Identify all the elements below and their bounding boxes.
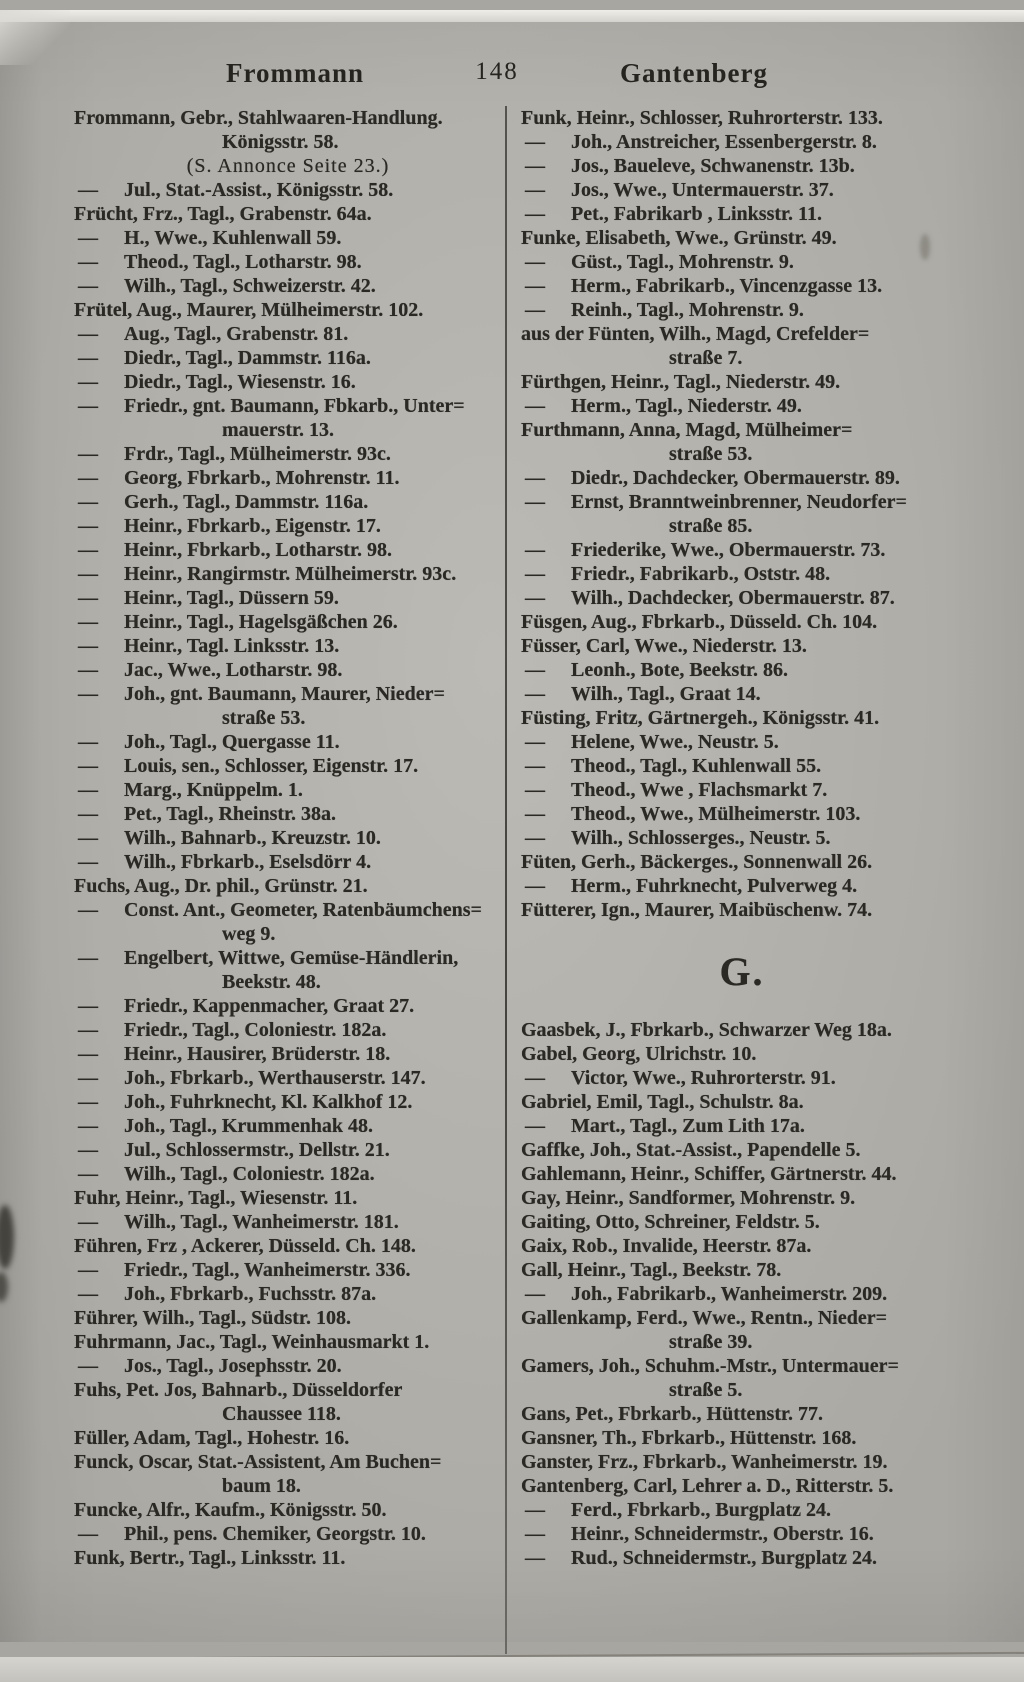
entry-text: Pet., Fabrikarb , Linksstr. 11.: [571, 203, 822, 225]
directory-page: [0, 10, 1024, 1642]
header-keyword-left: Frommann: [225, 58, 365, 88]
entry-text: Heinr., Tagl. Linksstr. 13.: [124, 635, 340, 657]
repeat-surname-dash: —: [78, 1259, 98, 1281]
directory-entry-line: [521, 658, 963, 682]
directory-entry-line: [521, 586, 963, 610]
directory-entry-line: Fuhr, Heinr., Tagl., Wiesenstr. 11.: [74, 1187, 358, 1209]
entry-text: Joh., Fuhrknecht, Kl. Kalkhof 12.: [124, 1091, 413, 1113]
directory-entry-line: Beekstr. 48.: [222, 971, 321, 993]
directory-entry-line: weg 9.: [222, 923, 276, 945]
entry-text: Friedr., Tagl., Coloniestr. 182a.: [124, 1019, 387, 1041]
ink-smudge: [0, 1205, 14, 1269]
directory-entry-line: Funck, Oscar, Stat.-Assistent, Am Buchen=: [74, 1451, 442, 1473]
directory-entry-line: [74, 562, 502, 586]
entry-text: Theod., Wwe., Mülheimerstr. 103.: [571, 803, 861, 825]
repeat-surname-dash: —: [78, 1163, 98, 1185]
repeat-surname-dash: —: [78, 1019, 98, 1041]
repeat-surname-dash: —: [525, 131, 545, 153]
directory-entry-line: [74, 802, 502, 826]
entry-text: Wilh., Tagl., Graat 14.: [571, 683, 761, 705]
directory-entry-line: [521, 394, 963, 418]
directory-entry-line: Gaasbek, J., Fbrkarb., Schwarzer Weg 18a.: [521, 1019, 892, 1041]
directory-entry-line: Gahlemann, Heinr., Schiffer, Gärtnerstr. 44.: [521, 1163, 897, 1185]
repeat-surname-dash: —: [78, 395, 98, 417]
entry-text: Joh., Anstreicher, Essenbergerstr. 8.: [571, 131, 877, 153]
directory-entry-line: Gaffke, Joh., Stat.-Assist., Papendelle 5.: [521, 1139, 861, 1161]
directory-entry-line: [74, 442, 502, 466]
repeat-surname-dash: —: [525, 395, 545, 417]
directory-entry-line: [74, 274, 502, 298]
directory-entry-line: [521, 178, 963, 202]
entry-text: Theod., Wwe , Flachsmarkt 7.: [571, 779, 828, 801]
directory-entry-line: Funke, Elisabeth, Wwe., Grünstr. 49.: [521, 227, 837, 249]
entry-text: Pet., Tagl., Rheinstr. 38a.: [124, 803, 337, 825]
directory-entry-line: [74, 1162, 502, 1186]
directory-entry-line: [521, 1066, 963, 1090]
directory-entry-line: [74, 250, 502, 274]
directory-entry-line: [74, 178, 502, 202]
entry-text: Diedr., Tagl., Wiesenstr. 16.: [124, 371, 356, 393]
directory-entry-line: Fuhs, Pet. Jos, Bahnarb., Düsseldorfer: [74, 1379, 403, 1401]
directory-entry-line: [521, 130, 963, 154]
directory-column-right: [521, 106, 963, 1570]
directory-entry-line: [74, 946, 502, 970]
entry-text: Diedr., Dachdecker, Obermauerstr. 89.: [571, 467, 900, 489]
repeat-surname-dash: —: [525, 1523, 545, 1545]
entry-text: Ferd., Fbrkarb., Burgplatz 24.: [571, 1499, 831, 1521]
repeat-surname-dash: —: [78, 827, 98, 849]
directory-entry-line: Füller, Adam, Tagl., Hohestr. 16.: [74, 1427, 350, 1449]
repeat-surname-dash: —: [525, 275, 545, 297]
repeat-surname-dash: —: [525, 779, 545, 801]
repeat-surname-dash: —: [525, 179, 545, 201]
repeat-surname-dash: —: [78, 731, 98, 753]
repeat-surname-dash: —: [78, 371, 98, 393]
directory-entry-line: [74, 1258, 502, 1282]
repeat-surname-dash: —: [78, 803, 98, 825]
repeat-surname-dash: —: [78, 251, 98, 273]
directory-entry-line: [74, 754, 502, 778]
entry-text: Joh., Fbrkarb., Werthauserstr. 147.: [124, 1067, 426, 1089]
repeat-surname-dash: —: [525, 1115, 545, 1137]
entry-text: Heinr., Schneidermstr., Oberstr. 16.: [571, 1523, 874, 1545]
entry-text: Engelbert, Wittwe, Gemüse-Händlerin,: [124, 947, 459, 969]
directory-entry-line: Furthmann, Anna, Magd, Mülheimer=: [521, 419, 853, 441]
directory-column-left: [74, 106, 502, 1570]
directory-entry-line: Füsgen, Aug., Fbrkarb., Düsseld. Ch. 104.: [521, 611, 878, 633]
repeat-surname-dash: —: [78, 779, 98, 801]
directory-entry-line: [74, 994, 502, 1018]
directory-entry-line: [74, 1138, 502, 1162]
directory-entry-line: Funcke, Alfr., Kaufm., Königsstr. 50.: [74, 1499, 387, 1521]
entry-text: Reinh., Tagl., Mohrenstr. 9.: [571, 299, 804, 321]
next-page-edge: [0, 1657, 1024, 1682]
entry-text: Friedr., Kappenmacher, Graat 27.: [124, 995, 415, 1017]
repeat-surname-dash: —: [78, 635, 98, 657]
entry-text: Const. Ant., Geometer, Ratenbäumchens=: [124, 899, 482, 921]
directory-entry-line: [74, 826, 502, 850]
repeat-surname-dash: —: [525, 203, 545, 225]
repeat-surname-dash: —: [525, 731, 545, 753]
directory-entry-line: Gabel, Georg, Ulrichstr. 10.: [521, 1043, 757, 1065]
directory-entry-line: Funk, Bertr., Tagl., Linksstr. 11.: [74, 1547, 346, 1569]
directory-entry-line: [74, 610, 502, 634]
repeat-surname-dash: —: [78, 587, 98, 609]
entry-text: Heinr., Tagl., Hagelsgäßchen 26.: [124, 611, 398, 633]
entry-text: Herm., Tagl., Niederstr. 49.: [571, 395, 802, 417]
entry-text: Wilh., Tagl., Wanheimerstr. 181.: [124, 1211, 399, 1233]
entry-text: Leonh., Bote, Beekstr. 86.: [571, 659, 789, 681]
repeat-surname-dash: —: [78, 1355, 98, 1377]
directory-entry-line: Funk, Heinr., Schlosser, Ruhrorterstr. 133.: [521, 107, 883, 129]
column-divider-rule: [505, 106, 507, 1654]
entry-text: Mart., Tagl., Zum Lith 17a.: [571, 1115, 805, 1137]
entry-text: Güst., Tagl., Mohrenstr. 9.: [571, 251, 794, 273]
entry-text: Heinr., Tagl., Düssern 59.: [124, 587, 339, 609]
repeat-surname-dash: —: [78, 1283, 98, 1305]
repeat-surname-dash: —: [525, 1547, 545, 1569]
directory-entry-line: [521, 154, 963, 178]
entry-text: Aug., Tagl., Grabenstr. 81.: [124, 323, 349, 345]
directory-entry-line: [74, 466, 502, 490]
directory-entry-line: straße 39.: [669, 1331, 753, 1353]
entry-text: Wilh., Fbrkarb., Eselsdörr 4.: [124, 851, 372, 873]
entry-text: Wilh., Bahnarb., Kreuzstr. 10.: [124, 827, 381, 849]
entry-text: Friederike, Wwe., Obermauerstr. 73.: [571, 539, 886, 561]
directory-entry-line: Ganster, Frz., Fbrkarb., Wanheimerstr. 19.: [521, 1451, 888, 1473]
directory-entry-line: [521, 1282, 963, 1306]
directory-entry-line: straße 53.: [669, 443, 753, 465]
directory-entry-line: straße 53.: [222, 707, 306, 729]
entry-text: Jac., Wwe., Lotharstr. 98.: [124, 659, 343, 681]
repeat-surname-dash: —: [525, 827, 545, 849]
directory-entry-line: [521, 202, 963, 226]
directory-entry-line: [521, 754, 963, 778]
directory-entry-line: [74, 1114, 502, 1138]
directory-entry-line: [74, 634, 502, 658]
directory-entry-line: [521, 874, 963, 898]
directory-entry-line: straße 5.: [669, 1379, 743, 1401]
directory-entry-line: [521, 538, 963, 562]
directory-entry-line: [74, 226, 502, 250]
repeat-surname-dash: —: [525, 875, 545, 897]
directory-entry-line: [74, 538, 502, 562]
repeat-surname-dash: —: [525, 491, 545, 513]
repeat-surname-dash: —: [78, 659, 98, 681]
entry-text: Jos., Tagl., Josephsstr. 20.: [124, 1355, 342, 1377]
repeat-surname-dash: —: [78, 323, 98, 345]
directory-entry-line: [74, 586, 502, 610]
entry-text: Heinr., Hausirer, Brüderstr. 18.: [124, 1043, 391, 1065]
directory-entry-line: [74, 778, 502, 802]
directory-entry-line: [74, 730, 502, 754]
directory-entry-line: Gabriel, Emil, Tagl., Schulstr. 8a.: [521, 1091, 804, 1113]
directory-entry-line: baum 18.: [222, 1475, 301, 1497]
directory-entry-line: [74, 1282, 502, 1306]
repeat-surname-dash: —: [78, 899, 98, 921]
repeat-surname-dash: —: [78, 275, 98, 297]
ink-smudge: [0, 1272, 8, 1302]
directory-entry-line: Fürthgen, Heinr., Tagl., Niederstr. 49.: [521, 371, 841, 393]
entry-text: Heinr., Rangirmstr. Mülheimerstr. 93c.: [124, 563, 457, 585]
entry-text: Heinr., Fbrkarb., Eigenstr. 17.: [124, 515, 381, 537]
entry-text: Wilh., Dachdecker, Obermauerstr. 87.: [571, 587, 895, 609]
section-heading: G.: [719, 949, 765, 994]
directory-entry-line: [521, 826, 963, 850]
entry-text: Jul., Schlossermstr., Dellstr. 21.: [124, 1139, 390, 1161]
entry-text: Theod., Tagl., Kuhlenwall 55.: [571, 755, 822, 777]
directory-entry-line: [74, 346, 502, 370]
repeat-surname-dash: —: [525, 1067, 545, 1089]
repeat-surname-dash: —: [525, 155, 545, 177]
directory-entry-line: [521, 250, 963, 274]
entry-text: Gerh., Tagl., Dammstr. 116a.: [124, 491, 369, 513]
directory-entry-line: [521, 274, 963, 298]
entry-text: Jos., Wwe., Untermauerstr. 37.: [571, 179, 834, 201]
directory-entry-line: Führer, Wilh., Tagl., Südstr. 108.: [74, 1307, 351, 1329]
directory-entry-line: [74, 1018, 502, 1042]
directory-entry-line: [521, 802, 963, 826]
corner-shade: [0, 10, 70, 65]
entry-text: Ernst, Branntweinbrenner, Neudorfer=: [571, 491, 907, 513]
entry-text: Wilh., Tagl., Coloniestr. 182a.: [124, 1163, 375, 1185]
directory-entry-line: [74, 514, 502, 538]
directory-entry-line: [74, 850, 502, 874]
directory-entry-line: [74, 1042, 502, 1066]
entry-text: Theod., Tagl., Lotharstr. 98.: [124, 251, 362, 273]
directory-entry-line: Gallenkamp, Ferd., Wwe., Rentn., Nieder=: [521, 1307, 888, 1329]
repeat-surname-dash: —: [78, 683, 98, 705]
repeat-surname-dash: —: [78, 995, 98, 1017]
repeat-surname-dash: —: [78, 563, 98, 585]
directory-entry-line: Frücht, Frz., Tagl., Grabenstr. 64a.: [74, 203, 372, 225]
entry-text: Friedr., Fabrikarb., Oststr. 48.: [571, 563, 831, 585]
directory-entry-line: [74, 1066, 502, 1090]
repeat-surname-dash: —: [525, 1499, 545, 1521]
paper-speckle: [920, 234, 930, 260]
repeat-surname-dash: —: [78, 347, 98, 369]
directory-entry-line: Fuhrmann, Jac., Tagl., Weinhausmarkt 1.: [74, 1331, 430, 1353]
directory-entry-line: [74, 1354, 502, 1378]
directory-entry-line: Führen, Frz , Ackerer, Düsseld. Ch. 148.: [74, 1235, 416, 1257]
directory-entry-line: Füsser, Carl, Wwe., Niederstr. 13.: [521, 635, 807, 657]
repeat-surname-dash: —: [78, 851, 98, 873]
repeat-surname-dash: —: [78, 539, 98, 561]
directory-entry-line: straße 85.: [669, 515, 753, 537]
repeat-surname-dash: —: [78, 1067, 98, 1089]
repeat-surname-dash: —: [525, 563, 545, 585]
repeat-surname-dash: —: [78, 611, 98, 633]
entry-text: Diedr., Tagl., Dammstr. 116a.: [124, 347, 371, 369]
header-keyword-right: Gantenberg: [620, 58, 768, 88]
entry-text: Helene, Wwe., Neustr. 5.: [571, 731, 779, 753]
directory-entry-line: straße 7.: [669, 347, 743, 369]
repeat-surname-dash: —: [78, 1043, 98, 1065]
repeat-surname-dash: —: [78, 1139, 98, 1161]
repeat-surname-dash: —: [525, 299, 545, 321]
directory-entry-line: [521, 298, 963, 322]
entry-text: Wilh., Schlosserges., Neustr. 5.: [571, 827, 831, 849]
directory-entry-line: [74, 658, 502, 682]
entry-text: Herm., Fabrikarb., Vincenzgasse 13.: [571, 275, 883, 297]
directory-entry-line: [521, 1114, 963, 1138]
directory-entry-line: Gansner, Th., Fbrkarb., Hüttenstr. 168.: [521, 1427, 857, 1449]
repeat-surname-dash: —: [78, 1211, 98, 1233]
directory-entry-line: [74, 322, 502, 346]
entry-text: Joh., Tagl., Krummenhak 48.: [124, 1115, 373, 1137]
repeat-surname-dash: —: [78, 491, 98, 513]
repeat-surname-dash: —: [78, 443, 98, 465]
repeat-surname-dash: —: [78, 515, 98, 537]
directory-entry-line: Gantenberg, Carl, Lehrer a. D., Ritterstr. 5.: [521, 1475, 894, 1497]
repeat-surname-dash: —: [78, 1115, 98, 1137]
entry-text: Victor, Wwe., Ruhrorterstr. 91.: [571, 1067, 836, 1089]
directory-entry-line: [521, 1498, 963, 1522]
repeat-surname-dash: —: [78, 467, 98, 489]
repeat-surname-dash: —: [525, 539, 545, 561]
repeat-surname-dash: —: [78, 1523, 98, 1545]
directory-entry-line: [74, 490, 502, 514]
directory-entry-line: aus der Fünten, Wilh., Magd, Crefelder=: [521, 323, 870, 345]
torn-paper-edge: [0, 10, 1024, 22]
directory-entry-line: [521, 730, 963, 754]
repeat-surname-dash: —: [525, 803, 545, 825]
entry-text: H., Wwe., Kuhlenwall 59.: [124, 227, 342, 249]
directory-entry-line: Gamers, Joh., Schuhm.-Mstr., Untermauer=: [521, 1355, 899, 1377]
directory-entry-line: Frommann, Gebr., Stahlwaaren-Handlung.: [74, 107, 443, 129]
page-number: 148: [475, 58, 519, 85]
directory-entry-line: [521, 682, 963, 706]
directory-entry-line: [74, 898, 502, 922]
repeat-surname-dash: —: [525, 659, 545, 681]
directory-entry-line: [74, 1210, 502, 1234]
directory-entry-line: [521, 466, 963, 490]
entry-text: Friedr., Tagl., Wanheimerstr. 336.: [124, 1259, 411, 1281]
repeat-surname-dash: —: [78, 1091, 98, 1113]
directory-entry-line: Gaiting, Otto, Schreiner, Feldstr. 5.: [521, 1211, 820, 1233]
directory-entry-line: (S. Annonce Seite 23.): [186, 155, 390, 177]
entry-text: Heinr., Fbrkarb., Lotharstr. 98.: [124, 539, 392, 561]
repeat-surname-dash: —: [525, 467, 545, 489]
entry-text: Louis, sen., Schlosser, Eigenstr. 17.: [124, 755, 419, 777]
repeat-surname-dash: —: [525, 587, 545, 609]
entry-text: Joh., Tagl., Quergasse 11.: [124, 731, 340, 753]
directory-entry-line: [521, 1522, 963, 1546]
directory-entry-line: mauerstr. 13.: [222, 419, 335, 441]
directory-entry-line: [521, 1546, 963, 1570]
entry-text: Rud., Schneidermstr., Burgplatz 24.: [571, 1547, 877, 1569]
repeat-surname-dash: —: [525, 683, 545, 705]
directory-entry-line: Gall, Heinr., Tagl., Beekstr. 78.: [521, 1259, 782, 1281]
page-header: [0, 58, 1024, 98]
directory-entry-line: [521, 778, 963, 802]
directory-entry-line: Gans, Pet., Fbrkarb., Hüttenstr. 77.: [521, 1403, 824, 1425]
entry-text: Georg, Fbrkarb., Mohrenstr. 11.: [124, 467, 400, 489]
entry-text: Frdr., Tagl., Mülheimerstr. 93c.: [124, 443, 391, 465]
directory-entry-line: Füsting, Fritz, Gärtnergeh., Königsstr. 41.: [521, 707, 880, 729]
directory-entry-line: Fütterer, Ign., Maurer, Maibüschenw. 74.: [521, 899, 873, 921]
repeat-surname-dash: —: [525, 251, 545, 273]
repeat-surname-dash: —: [78, 947, 98, 969]
directory-entry-line: [521, 562, 963, 586]
directory-entry-line: [521, 490, 963, 514]
entry-text: Jos., Baueleve, Schwanenstr. 13b.: [571, 155, 855, 177]
entry-text: Joh., Fbrkarb., Fuchsstr. 87a.: [124, 1283, 377, 1305]
directory-entry-line: [74, 1090, 502, 1114]
entry-text: Wilh., Tagl., Schweizerstr. 42.: [124, 275, 376, 297]
entry-text: Herm., Fuhrknecht, Pulverweg 4.: [571, 875, 858, 897]
directory-entry-line: Chaussee 118.: [222, 1403, 341, 1425]
directory-entry-line: Gay, Heinr., Sandformer, Mohrenstr. 9.: [521, 1187, 856, 1209]
entry-text: Joh., gnt. Baumann, Maurer, Nieder=: [124, 683, 445, 705]
repeat-surname-dash: —: [78, 179, 98, 201]
directory-entry-line: Fuchs, Aug., Dr. phil., Grünstr. 21.: [74, 875, 368, 897]
directory-entry-line: Königsstr. 58.: [222, 131, 339, 153]
directory-entry-line: Füten, Gerh., Bäckerges., Sonnenwall 26.: [521, 851, 873, 873]
repeat-surname-dash: —: [78, 755, 98, 777]
directory-entry-line: [74, 370, 502, 394]
repeat-surname-dash: —: [525, 755, 545, 777]
entry-text: Phil., pens. Chemiker, Georgstr. 10.: [124, 1523, 426, 1545]
entry-text: Marg., Knüppelm. 1.: [124, 779, 303, 801]
directory-entry-line: [74, 394, 502, 418]
directory-entry-line: [74, 1522, 502, 1546]
repeat-surname-dash: —: [78, 227, 98, 249]
entry-text: Friedr., gnt. Baumann, Fbkarb., Unter=: [124, 395, 465, 417]
repeat-surname-dash: —: [525, 1283, 545, 1305]
directory-entry-line: [74, 682, 502, 706]
directory-entry-line: Gaix, Rob., Invalide, Heerstr. 87a.: [521, 1235, 812, 1257]
entry-text: Joh., Fabrikarb., Wanheimerstr. 209.: [571, 1283, 888, 1305]
entry-text: Jul., Stat.-Assist., Königsstr. 58.: [124, 179, 394, 201]
directory-entry-line: Frütel, Aug., Maurer, Mülheimerstr. 102.: [74, 299, 424, 321]
